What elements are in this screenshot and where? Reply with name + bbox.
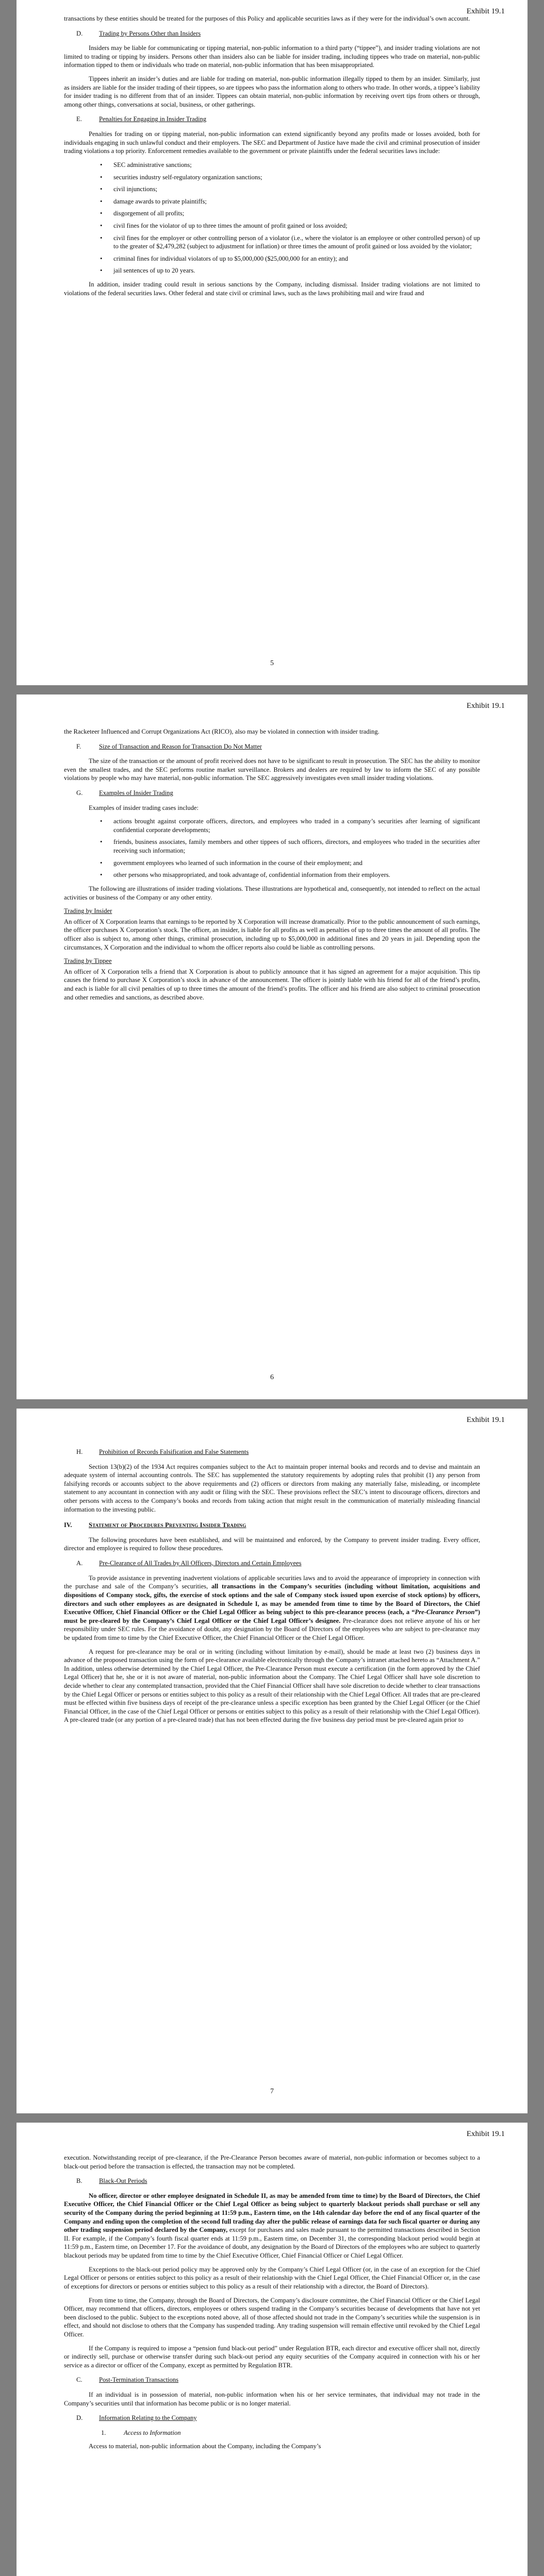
list-item: • friends, business associates, family members and other tippees of such officers, directors, and employees who traded in the securities after receiving such information; <box>113 838 480 855</box>
section-letter: C. <box>76 2376 83 2384</box>
list-item: • securities industry self-regulatory organization sanctions; <box>113 173 480 182</box>
section-title: Black-Out Periods <box>99 2177 147 2185</box>
paragraph: execution. Notwithstanding receipt of pre-clearance, if the Pre-Clearance Person becomes aware of material, non-public information or becomes subject to a black-out period before the transaction is effected, the transaction may not be completed. <box>64 2154 480 2170</box>
section-title: Information Relating to the Company <box>99 2414 197 2422</box>
paragraph: Section 13(b)(2) of the 1934 Act requires companies subject to the Act to maintain proper internal books and records and to devise and maintain an adequate system of internal accounting controls. The SEC has supplemented the statutory requirements by adopting rules that prohibit (1) any person from falsifying records or accounts subject to the above requirements and (2) officers or directors from making any materially false, misleading, or incomplete statement to any accountant in connection with any audit or filing with the SEC. These provisions reflect the SEC’s intent to discourage officers, directors and other persons with access to the Company’s books and records from taking action that might result in the communication of materially misleading financial information to the investing public. <box>64 1463 480 1513</box>
page-number: 5 <box>270 659 274 667</box>
list-item: • SEC administrative sanctions; <box>113 161 480 170</box>
bold-text-run: No officer, director or other employee designated in Schedule II, as may be amended from time to time) by the Board of Directors, the Chief Executive Officer, the Chief Financial Officer or the Chief Legal Officer as being subject to quarterly blackout periods shall purchase or sell any security of the Company during the period beginning at 11:59 p.m., Eastern time, on the 14th calendar day before the end of any fiscal quarter of the Company and ending upon the completion of the second full trading day after the public release of earnings data for such fiscal quarter or during any other trading suspension period declared by the Company, <box>64 2192 480 2234</box>
paragraph: The following are illustrations of insider trading violations. These illustrations are hypothetical and, consequently, not intended to reflect on the actual activities or business of the Company or any other entity. <box>64 885 480 901</box>
paragraph: A request for pre-clearance may be oral or in writing (including without limitation by e-mail), should be made at least two (2) business days in advance of the proposed transaction using the form of pre-clearance available electronically through the Company’s intranet attached hereto as “Attachment A.” In addition, unless otherwise determined by the Chief Legal Officer, the Pre-Clearance Person must execute a certification (in the form approved by the Chief Legal Officer) that he, she or it is not aware of material, non-public information about the Company. The Chief Legal Officer shall have sole discretion to decide whether to clear any contemplated transaction, provided that the Chief Financial Officer shall have sole discretion to decide whether to clear transactions by the Chief Legal Officer or persons or entities subject to this policy as a result of their relationship with the Chief Legal Officer. All trades that are pre-cleared must be effected within five business days of receipt of the pre-clearance unless a specific exception has been granted by the Chief Legal Officer (or the Chief Financial Officer, in the case of the Chief Legal Officer or persons or entities subject to this policy as a result of their relationship with the Chief Legal Officer). A pre-cleared trade (or any portion of a pre-cleared trade) that has not been effected during the five business day period must be pre-cleared again prior to <box>64 1648 480 1724</box>
section-heading <box>76 742 480 751</box>
list-item: • damage awards to private plaintiffs; <box>113 197 480 206</box>
bold-italic-term: Pre-Clearance Person <box>415 1608 475 1616</box>
document-page <box>17 1409 527 2113</box>
list-item: • other persons who misappropriated, and took advantage of, confidential information from their employers. <box>113 871 480 879</box>
section-letter: E. <box>76 115 82 123</box>
page-number: 6 <box>270 1374 274 1381</box>
paragraph: transactions by these entities should be treated for the purposes of this Policy and applicable securities laws as if they were for the individual’s own account. <box>64 15 470 22</box>
article-numeral: IV. <box>64 1521 72 1529</box>
page-number: 7 <box>270 2088 274 2095</box>
paragraph: If an individual is in possession of material, non-public information when his or her service terminates, that individual may not trade in the Company’s securities until that information has become public or is no longer material. <box>64 2391 480 2407</box>
exhibit-label: Exhibit 19.1 <box>466 2130 505 2138</box>
paragraph: In addition, insider trading could result in serious sanctions by the Company, including dismissal. Insider trading violations are not limited to violations of the federal securities laws. Other federal and state civil or criminal laws, such as the laws prohibiting mail and wire fraud and <box>64 281 480 297</box>
section-heading <box>76 2376 480 2384</box>
example-heading: Trading by Insider <box>64 907 112 915</box>
section-letter: H. <box>76 1448 83 1455</box>
document-page <box>17 2123 527 2576</box>
bold-text-run: all transactions in the Company’s securities (including without limitation, acquisitions and dispositions of Company stock, gifts, the exercise of stock options and the sale of Company stock issued upon exercise of stock options) by officers, directors and such other employees as are designated in Schedule I, as may be amended from time to time by the Board of Directors, the Chief Executive Officer, Chief Financial Officer or the Chief Legal Officer as being subject to this pre-clearance process (each, a “ <box>64 1583 480 1616</box>
section-letter: G. <box>76 789 83 797</box>
paragraph: The following procedures have been established, and will be maintained and enforced, by the Company to prevent insider trading. Every officer, director and employee is required to follow these procedures. <box>64 1536 480 1552</box>
paragraph: Insiders may be liable for communicating or tipping material, non-public information to a third party (“tippee”), and insider trading violations are not limited to trading or tipping by insiders. Persons other than insiders also can be liable for insider trading, including tippees who trade on material, non-public information tipped to them or individuals who trade on material, non-public information that has been misappropriated. <box>64 44 480 69</box>
section-heading <box>76 2414 480 2422</box>
page-content <box>64 2154 480 2456</box>
paragraph: An officer of X Corporation learns that earnings to be reported by X Corporation will increase dramatically. Prior to the public announcement of such earnings, the officer purchases X Corporation’s stock. The officer, an insider, is liable for all profits as well as penalties of up to three times the amount of all profits. The officer also is subject to, among other things, criminal prosecution, including up to $5,000,000 in additional fines and 20 years in jail. Depending upon the circumstances, X Corporation and the individual to whom the officer reports also could be liable as controlling persons. <box>64 918 480 951</box>
list-item: • government employees who learned of such information in the course of their employment; and <box>113 859 480 868</box>
paragraph: Exceptions to the black-out period policy may be approved only by the Company’s Chief Legal Officer (or, in the case of an exception for the Chief Legal Officer or persons or entities subject to this policy as a result of their relationship with the Chief Legal Officer, the Chief Financial Officer or, in the case of exceptions for directors or persons or entities subject to this policy as a result of their relationship with a director, the Board of Directors). <box>64 2265 480 2290</box>
paragraph: An officer of X Corporation tells a friend that X Corporation is about to publicly announce that it has signed an agreement for a major acquisition. This tip causes the friend to purchase X Corporation’s stock in advance of the announcement. The officer is jointly liable with his friend for all of the friend’s profits, and each is liable for all civil penalties of up to three times the amount of the friend’s profits. The officer and his friend are also subject to criminal prosecution and other remedies and sanctions, as described above. <box>64 968 480 1001</box>
section-heading <box>76 1448 480 1456</box>
list-item: • civil fines for the employer or other controlling person of a violator (i.e., where the violator is an employee or other controlled person) of up to the greater of $2,479,282 (subject to adjustment for inflation) or three times the amount of profit gained or loss avoided by the violator; <box>113 234 480 251</box>
paragraph: If the Company is required to impose a “pension fund black-out period” under Regulation BTR, each director and executive officer shall not, directly or indirectly sell, purchase or otherwise transfer during such black-out period any equity securities of the Company acquired in connection with his or her service as a director or officer of the Company, except as permitted by Regulation BTR. <box>64 2344 480 2369</box>
section-letter: D. <box>76 29 83 37</box>
section-heading <box>76 29 480 38</box>
paragraph <box>64 1574 480 1642</box>
section-title: Penalties for Engaging in Insider Trading <box>99 115 207 123</box>
paragraph: the Racketeer Influenced and Corrupt Organizations Act (RICO), also may be violated in connection with insider trading. <box>64 728 380 735</box>
section-heading <box>76 1559 480 1568</box>
section-title: Examples of Insider Trading <box>99 789 173 797</box>
section-title: Trading by Persons Other than Insiders <box>99 29 201 37</box>
list-item: • jail sentences of up to 20 years. <box>113 266 480 275</box>
page-content <box>64 14 480 302</box>
paragraph <box>64 2192 480 2260</box>
paragraph: Access to material, non-public information about the Company, including the Company’s <box>89 2443 321 2450</box>
section-title: Size of Transaction and Reason for Transaction Do Not Matter <box>99 742 262 750</box>
text-run: To provide assistance in preventing inadvertent violations of applicable securities laws and to avoid the appearance of impropriety in connection with the purchase and sale of the Company’s securities, <box>64 1574 480 1590</box>
exhibit-label: Exhibit 19.1 <box>466 1416 505 1424</box>
bold-text-run: ”) must be pre-cleared by the Company’s Chief Legal Officer or the Chief Legal Officer’s designee. <box>64 1608 481 1624</box>
example-heading: Trading by Tippee <box>64 957 112 965</box>
list-item: • disgorgement of all profits; <box>113 209 480 218</box>
section-letter: A. <box>76 1560 83 1567</box>
section-title: Pre-Clearance of All Trades by All Officers, Directors and Certain Employees <box>99 1560 302 1567</box>
page-content <box>64 1442 480 1730</box>
section-heading <box>76 789 480 798</box>
section-letter: D. <box>76 2414 83 2422</box>
list-item: • criminal fines for individual violators of up to $5,000,000 ($25,000,000 for an entity); and <box>113 255 480 263</box>
exhibit-label: Exhibit 19.1 <box>466 702 505 710</box>
document-page <box>17 694 527 1399</box>
paragraph: The size of the transaction or the amount of profit received does not have to be significant to result in prosecution. The SEC has the ability to monitor even the smallest trades, and the SEC performs routine market surveillance. Brokers and dealers are required by law to inform the SEC of any possible violations by people who may have material, non-public information. The SEC aggressively investigates even small insider trading violations. <box>64 757 480 782</box>
section-letter: B. <box>76 2177 83 2185</box>
subsection-number: 1. <box>101 2429 106 2436</box>
article-title: Statement of Procedures Preventing Insider Trading <box>89 1521 246 1529</box>
examples-list <box>64 817 480 879</box>
list-item: • actions brought against corporate officers, directors, and employees who traded in a company’s securities after learning of significant confidential corporate developments; <box>113 817 480 834</box>
section-letter: F. <box>76 742 81 750</box>
paragraph: Examples of insider trading cases include: <box>89 804 199 811</box>
paragraph: Penalties for trading on or tipping material, non-public information can extend significantly beyond any profits made or losses avoided, both for individuals engaging in such unlawful conduct and their employers. The SEC and Department of Justice have made the civil and criminal prosecution of insider trading violations a top priority. Enforcement remedies available to the government or private plaintiffs under the federal securities laws include: <box>64 130 480 155</box>
subsection-title: Access to Information <box>124 2429 181 2436</box>
section-heading <box>76 2177 480 2185</box>
list-item: • civil injunctions; <box>113 185 480 194</box>
section-title: Prohibition of Records Falsification and False Statements <box>99 1448 249 1455</box>
paragraph: From time to time, the Company, through the Board of Directors, the Company’s disclosure committee, the Chief Financial Officer or the Chief Legal Officer, may recommend that officers, directors, employees or others suspend trading in the Company’s securities because of developments that have not yet been disclosed to the public. Subject to the exceptions noted above, all of those affected should not trade in the Company’s securities while the suspension is in effect, and should not disclose to others that the Company has suspended trading. Any trading suspension will remain effective until revoked by the Chief Legal Officer. <box>64 2296 480 2338</box>
exhibit-label: Exhibit 19.1 <box>466 7 505 15</box>
paragraph: Tippees inherit an insider’s duties and are liable for trading on material, non-public information illegally tipped to them by an insider. Similarly, just as insiders are liable for the insider trading of their tippees, so are tippees who pass the information along to others who trade. In other words, a tippee’s liability for insider trading is no different from that of an insider. Tippees can obtain material, non-public information by receiving overt tips from others or through, among other things, conversations at social, business, or other gatherings. <box>64 75 480 108</box>
section-title: Post-Termination Transactions <box>99 2376 179 2384</box>
text-run: Pre-clearance does not relieve anyone of his or her responsibility under SEC rules. For the avoidance of doubt, any designation by the Board of Directors of the employees who are subject to pre-clearance may be updated from time to time by the Chief Executive Officer, the Chief Financial Officer or the Chief Legal Officer. <box>64 1617 481 1641</box>
list-item: • civil fines for the violator of up to three times the amount of profit gained or loss avoided; <box>113 222 480 230</box>
page-content <box>64 727 480 1007</box>
text-run: except for purchases and sales made pursuant to the permitted transactions described in Section II. For example, if the Company’s fourth fiscal quarter ends at 11:59 p.m., Eastern time, on December 31, the corresponding blackout period would begin at 11:59 p.m., Eastern time, on December 17. For the avoidance of doubt, any designation by the Board of Directors of the employees who are subject to quarterly blackout periods may be updated from time to time by the Chief Executive Officer, Chief Financial Officer or Chief Legal Officer. <box>64 2226 480 2260</box>
section-heading <box>76 115 480 124</box>
remedies-list <box>64 161 480 275</box>
subsection-heading <box>101 2429 480 2437</box>
article-heading <box>64 1521 480 1530</box>
document-page <box>17 0 527 685</box>
